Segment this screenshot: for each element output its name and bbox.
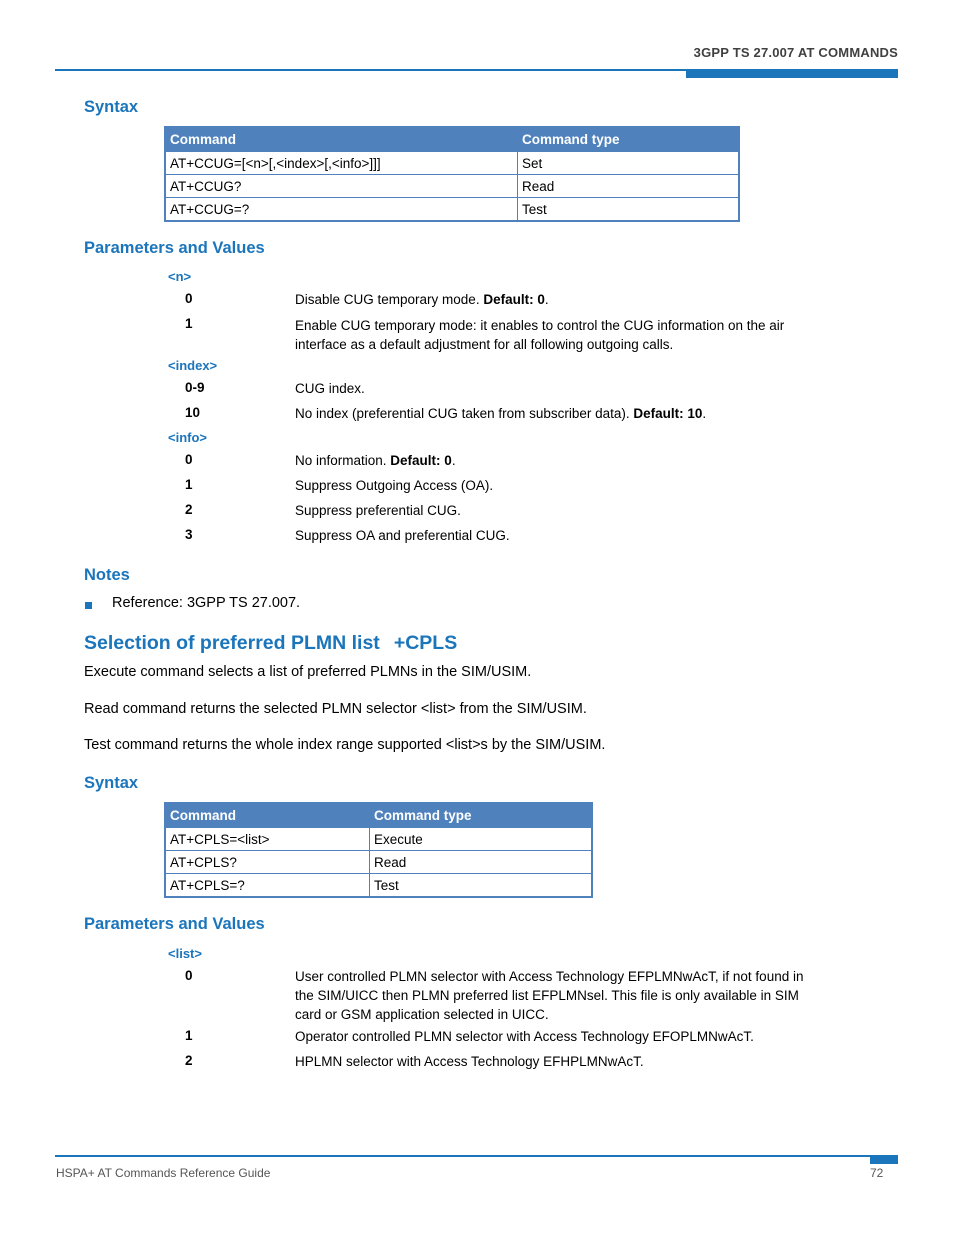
footer-rule xyxy=(55,1155,898,1157)
param-description: Operator controlled PLMN selector with Access Technology EFOPLMNwAcT. xyxy=(295,1029,754,1044)
param-value: 3 xyxy=(185,527,193,542)
param-description: Enable CUG temporary mode: it enables to control the CUG information on the air interface as a default adjustment for all following outgoing calls. xyxy=(295,318,785,352)
table-row xyxy=(165,152,739,175)
param-description: User controlled PLMN selector with Access Technology EFPLMNwAcT, if not found in the SIM/UICC then PLMN preferred list EFPLMNsel. This file is only available in SIM card or GSM application selected in UICC. xyxy=(295,969,804,1022)
notes-heading: Notes xyxy=(84,566,130,584)
column-header-command-type: Command type xyxy=(370,803,593,828)
command-cell: AT+CPLS=<list> xyxy=(165,828,370,851)
table-row xyxy=(165,851,592,874)
column-header-command: Command xyxy=(165,127,518,152)
syntax-heading: Syntax xyxy=(84,774,139,792)
param-tag-index: <index> xyxy=(168,358,218,373)
param-tag-list: <list> xyxy=(168,946,202,961)
param-description: HPLMN selector with Access Technology EFHPLMNwAcT. xyxy=(295,1054,644,1069)
param-description: Suppress Outgoing Access (OA). xyxy=(295,478,494,493)
command-type-cell: Set xyxy=(518,152,740,175)
param-description: CUG index. xyxy=(295,381,365,396)
running-header: 3GPP TS 27.007 AT COMMANDS xyxy=(693,45,898,60)
param-value: 1 xyxy=(185,316,193,331)
paragraph: Test command returns the whole index range supported <list>s by the SIM/USIM. xyxy=(84,737,606,753)
paragraph: Execute command selects a list of preferred PLMNs in the SIM/USIM. xyxy=(84,664,532,680)
parameters-heading: Parameters and Values xyxy=(84,239,265,257)
param-description: Disable CUG temporary mode. Default: 0. xyxy=(295,292,549,307)
paragraph: Read command returns the selected PLMN selector <list> from the SIM/USIM. xyxy=(84,701,587,717)
param-tag-n: <n> xyxy=(168,269,192,284)
command-cell: AT+CCUG=? xyxy=(165,198,518,222)
command-type-cell: Test xyxy=(370,874,593,898)
note-text: Reference: 3GPP TS 27.007. xyxy=(112,595,301,611)
param-value: 1 xyxy=(185,1028,193,1043)
param-value: 0-9 xyxy=(185,380,205,395)
command-type-cell: Read xyxy=(518,175,740,198)
bullet-icon xyxy=(85,602,92,609)
param-description: Suppress OA and preferential CUG. xyxy=(295,528,510,543)
param-value: 2 xyxy=(185,502,193,517)
table-row xyxy=(165,198,739,222)
param-value: 0 xyxy=(185,452,193,467)
ccug-syntax-table xyxy=(164,126,740,222)
page-number: 72 xyxy=(870,1166,884,1180)
command-type-cell: Execute xyxy=(370,828,593,851)
param-value: 0 xyxy=(185,291,193,306)
table-row xyxy=(165,175,739,198)
param-value: 0 xyxy=(185,968,193,983)
cpls-syntax-table xyxy=(164,802,593,898)
table-header-row xyxy=(165,127,739,152)
table-row xyxy=(165,874,592,898)
command-cell: AT+CCUG? xyxy=(165,175,518,198)
param-description: No index (preferential CUG taken from subscriber data). Default: 10. xyxy=(295,406,707,421)
command-type-cell: Test xyxy=(518,198,740,222)
parameters-heading: Parameters and Values xyxy=(84,915,265,933)
command-cell: AT+CCUG=[<n>[,<index>[,<info>]]] xyxy=(165,152,518,175)
param-tag-info: <info> xyxy=(168,430,208,445)
command-cell: AT+CPLS? xyxy=(165,851,370,874)
table-header-row xyxy=(165,803,592,828)
header-accent-bar xyxy=(686,71,898,78)
column-header-command-type: Command type xyxy=(518,127,740,152)
command-cell: AT+CPLS=? xyxy=(165,874,370,898)
command-type-cell: Read xyxy=(370,851,593,874)
column-header-command: Command xyxy=(165,803,370,828)
param-value: 10 xyxy=(185,405,201,420)
table-row xyxy=(165,828,592,851)
param-value: 1 xyxy=(185,477,193,492)
footer-doc-title: HSPA+ AT Commands Reference Guide xyxy=(56,1166,271,1180)
param-value: 2 xyxy=(185,1053,193,1068)
section-title: Selection of preferred PLMN list +CPLS xyxy=(84,632,458,654)
param-description: No information. Default: 0. xyxy=(295,453,456,468)
param-description: Suppress preferential CUG. xyxy=(295,503,461,518)
syntax-heading: Syntax xyxy=(84,98,139,116)
footer-accent-bar xyxy=(870,1157,898,1164)
